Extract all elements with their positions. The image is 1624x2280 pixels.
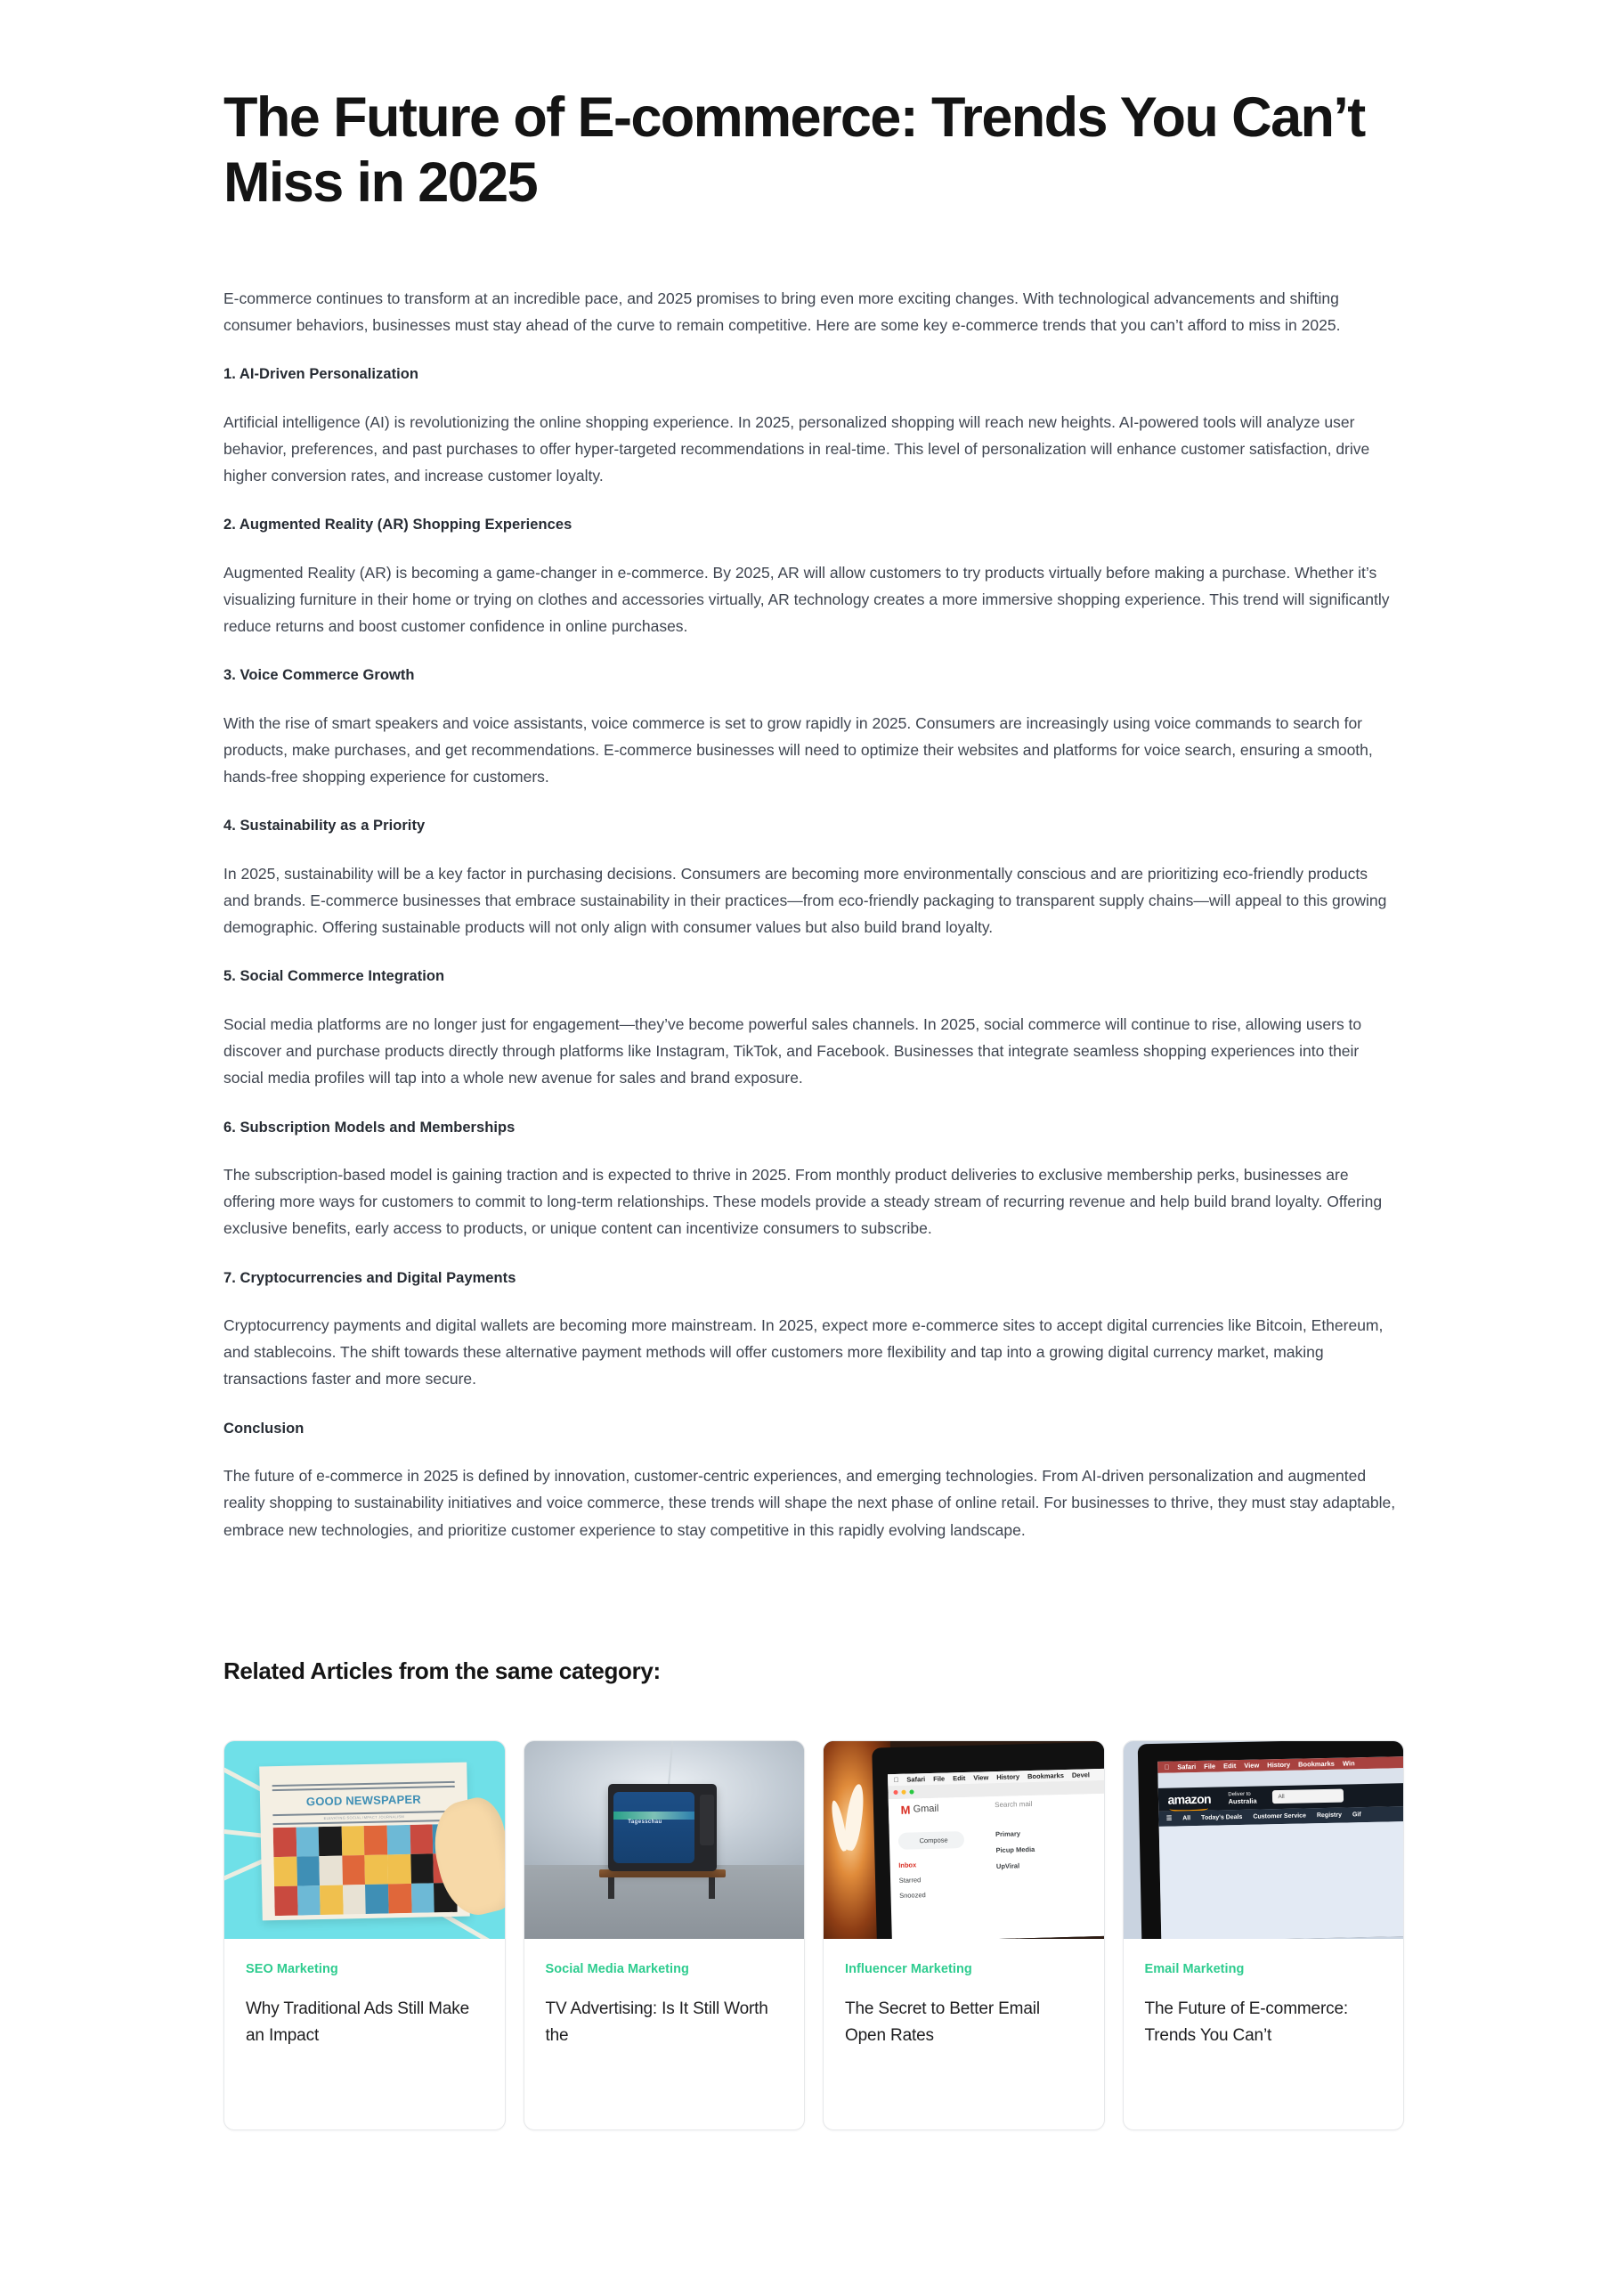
menubar-item: Bookmarks	[1293, 1759, 1330, 1769]
nav-item-registry: Registry	[1317, 1812, 1343, 1819]
section-paragraph-3: With the rise of smart speakers and voice assistants, voice commerce is set to grow rapidly in 2025. Consumers are increasingly using voice commands to search for products, make purchases, and get recommendations. E-commerce businesses will need to optimize their websites and platforms for voice search, ensuring a smooth, hands-free shopping experience for customers.	[223, 714, 1373, 786]
section-heading-4: 4. Sustainability as a Priority	[223, 818, 426, 835]
card-category-label[interactable]: Email Marketing	[1144, 1961, 1245, 1976]
section-paragraph-4: In 2025, sustainability will be a key factor in purchasing decisions. Consumers are becoming more environmentally conscious and are prioritizing eco-friendly products and brands. E-commerce businesses that embrace sustainability in their practices—from eco-friendly packaging to transparent supply chains—will appeal to this growing demographic. Offering sustainable products will not only align with consumer values but also build brand loyalty.	[223, 865, 1387, 937]
card-body	[524, 1939, 805, 2071]
section-paragraph-6: The subscription-based model is gaining traction and is expected to thrive in 2025. From monthly product deliveries to exclusive membership perks, businesses are offering more ways for customers to commit to long-term relationships. These models provide a steady stream of recurring revenue and help build brand loyalty. Offering exclusive benefits, early access to products, or unique content can incentivize consumers to subscribe.	[223, 1166, 1383, 1238]
menubar-item: Edit	[947, 1774, 961, 1783]
card-body	[224, 1939, 505, 2071]
tv-channel-logo: Tagesschau	[628, 1819, 662, 1825]
deliver-to-selector	[1229, 1790, 1257, 1806]
section-heading-3: 3. Voice Commerce Growth	[223, 667, 415, 684]
menubar-item: Bookmarks	[1021, 1771, 1060, 1781]
related-articles-section	[223, 1657, 1404, 2130]
gmail-folder-list	[898, 1858, 926, 1904]
card-category-label[interactable]: Influencer Marketing	[845, 1961, 972, 1976]
folder-snoozed: Snoozed	[898, 1891, 926, 1901]
card-body	[1124, 1939, 1404, 2071]
menubar-item: History	[1262, 1760, 1286, 1770]
section-heading-7: 7. Cryptocurrencies and Digital Payments	[223, 1269, 516, 1286]
menubar-item: Safari	[1172, 1762, 1192, 1771]
amazon-search-category: All	[1273, 1788, 1344, 1804]
deliver-to-country: Australia	[1228, 1796, 1258, 1805]
nav-item-todays-deals: Today's Deals	[1201, 1813, 1243, 1821]
amazon-logo: amazon	[1167, 1791, 1212, 1807]
menubar-item: Devel	[1066, 1771, 1085, 1780]
message-sender: UpViral	[995, 1861, 1019, 1871]
nav-item-gift: Gif	[1352, 1811, 1362, 1818]
card-title[interactable]: Why Traditional Ads Still Make an Impact	[246, 1999, 470, 2046]
nav-item-all: All	[1182, 1814, 1191, 1821]
amazon-screenshot-thumbnail	[1124, 1741, 1404, 1939]
apple-icon	[893, 1776, 898, 1784]
menubar-item: View	[1238, 1761, 1255, 1770]
article-body	[223, 285, 1404, 1543]
content-container	[220, 0, 1404, 2130]
laptop-screen	[872, 1741, 1104, 1938]
amazon-page-body	[1159, 1820, 1403, 1938]
retro-tv-photo-thumbnail	[524, 1741, 805, 1939]
intro-paragraph: E-commerce continues to transform at an incredible pace, and 2025 promises to bring even more exciting changes. With technological advancements and shifting consumer behaviors, businesses must stay ahead of the curve to remain competitive. Here are some key e-commerce trends that you can’t afford to miss in 2025.	[223, 289, 1341, 335]
apple-icon	[1165, 1763, 1170, 1771]
folder-starred: Starred	[898, 1876, 922, 1885]
card-category-label[interactable]: Social Media Marketing	[545, 1961, 689, 1976]
card-body	[824, 1939, 1104, 2071]
tv-screen	[613, 1792, 694, 1863]
window-controls	[893, 1790, 914, 1796]
section-paragraph-conclusion: The future of e-commerce in 2025 is defined by innovation, customer-centric experiences, and emerging technologies. From AI-driven personalization and augmented reality shopping to sustainability initiatives and voice commerce, these trends will shape the next phase of online retail. For businesses to thrive, they must stay adaptable, embrace new technologies, and prioritize customer experience to stay competitive in this rapidly evolving landscape.	[223, 1467, 1396, 1539]
card-category-label[interactable]: SEO Marketing	[246, 1961, 338, 1976]
menubar-item: Safari	[901, 1775, 921, 1785]
newspaper-subline: ELEVATING SOCIAL IMPACT JOURNALISM	[323, 1814, 404, 1821]
newspaper-illustration	[272, 1824, 457, 1916]
section-heading-conclusion: Conclusion	[223, 1420, 304, 1437]
laptop-screen	[1138, 1741, 1403, 1939]
hamburger-icon: ☰	[1166, 1815, 1173, 1822]
message-sender: Picup Media	[995, 1845, 1035, 1855]
newspaper-photo-thumbnail	[224, 1741, 505, 1939]
related-article-card[interactable]	[524, 1740, 806, 2130]
gmail-brand: Gmail	[913, 1804, 939, 1815]
menubar-item: History	[991, 1772, 1015, 1782]
section-paragraph-7: Cryptocurrency payments and digital wallets are becoming more mainstream. In 2025, expect more e-commerce sites to accept digital currencies like Bitcoin, Ethereum, and stablecoins. The shift towards these alternative payment methods will offer customers more flexibility and tap into a growing digital currency market, making transactions faster and more secure.	[223, 1316, 1384, 1388]
newspaper-masthead: GOOD NEWSPAPER	[305, 1792, 421, 1809]
related-articles-grid	[223, 1740, 1404, 2130]
section-heading-1: 1. AI-Driven Personalization	[223, 366, 419, 383]
section-paragraph-1: Artificial intelligence (AI) is revolutionizing the online shopping experience. In 2025, personalized shopping will reach new heights. AI-powered tools will analyze user behavior, preferences, and past purchases to offer hyper-targeted recommendations in real-time. This level of personalization will enhance customer satisfaction, drive higher conversion rates, and increase customer loyalty.	[223, 413, 1370, 485]
gmail-search-placeholder: Search mail	[994, 1800, 1033, 1810]
gmail-logo-icon: M	[900, 1804, 911, 1818]
related-article-card[interactable]	[223, 1740, 506, 2130]
tv-speaker-grille	[700, 1795, 714, 1845]
primary-tab: Primary	[995, 1829, 1020, 1839]
gmail-message-list	[995, 1826, 1035, 1875]
section-paragraph-2: Augmented Reality (AR) is becoming a game-changer in e-commerce. By 2025, AR will allow customers to try products virtually before making a purchase. Whether it’s visualizing furniture in their home or trying on clothes and accessories virtually, AR technology creates a more immersive shopping experience. This trend will significantly reduce returns and boost customer confidence in online purchases.	[223, 564, 1390, 636]
compose-button: Compose	[897, 1831, 963, 1850]
section-paragraph-5: Social media platforms are no longer just for engagement—they’ve become powerful sales channels. In 2025, social commerce will continue to rise, allowing users to discover and purchase products directly through platforms like Instagram, TikTok, and Facebook. Businesses that integrate seamless shopping experiences into their social media profiles will tap into a whole new avenue for sales and brand exposure.	[223, 1015, 1362, 1087]
related-article-card[interactable]	[823, 1740, 1105, 2130]
menubar-item: View	[968, 1773, 984, 1783]
section-heading-6: 6. Subscription Models and Memberships	[223, 1119, 516, 1136]
related-articles-heading: Related Articles from the same category:	[223, 1657, 661, 1684]
related-article-card[interactable]	[1123, 1740, 1405, 2130]
nav-item-customer-service: Customer Service	[1253, 1812, 1307, 1820]
menubar-item: File	[1198, 1762, 1211, 1771]
gmail-screenshot-thumbnail	[824, 1741, 1104, 1939]
folder-inbox: Inbox	[897, 1861, 916, 1870]
page-title: The Future of E-commerce: Trends You Can’t Miss in 2025	[223, 86, 1365, 215]
menubar-item: Edit	[1218, 1761, 1232, 1771]
card-title[interactable]: The Future of E-commerce: Trends You Can’t	[1144, 1999, 1349, 2046]
section-heading-2: 2. Augmented Reality (AR) Shopping Experiences	[223, 517, 572, 533]
deliver-to-label: Deliver to	[1228, 1791, 1252, 1797]
card-title[interactable]: The Secret to Better Email Open Rates	[845, 1999, 1040, 2046]
browser-window	[887, 1769, 1103, 1939]
browser-window	[1158, 1755, 1403, 1938]
menubar-item: File	[928, 1775, 940, 1784]
card-title[interactable]: TV Advertising: Is It Still Worth the	[545, 1999, 768, 2046]
section-heading-5: 5. Social Commerce Integration	[223, 968, 445, 985]
television-set	[608, 1784, 718, 1871]
menubar-item: Win	[1337, 1758, 1351, 1768]
